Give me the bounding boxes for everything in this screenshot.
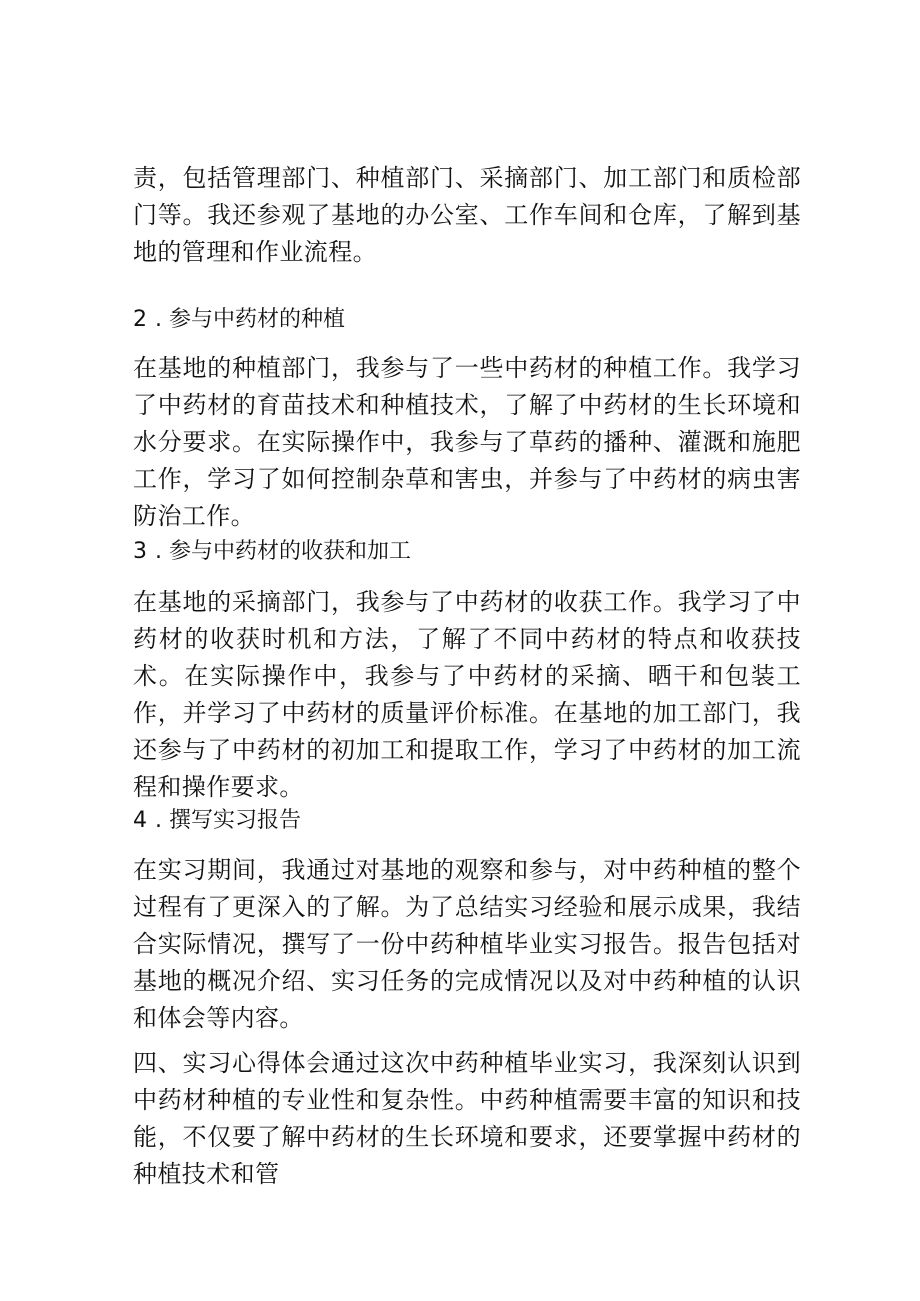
section-heading-planting <box>133 304 801 336</box>
section-separator: . <box>155 539 162 564</box>
section-title: 撰写实习报告 <box>169 808 302 833</box>
section-title: 参与中药材的收获和加工 <box>169 539 412 564</box>
paragraph-organization: 责，包括管理部门、种植部门、采摘部门、加工部门和质检部门等。我还参观了基地的办公室、工作车间和仓库，了解到基地的管理和作业流程。 <box>133 164 801 266</box>
section-heading-harvest <box>133 536 801 568</box>
section-separator: . <box>155 808 162 833</box>
section-number: 3 <box>133 539 147 564</box>
paragraph-report: 在实习期间，我通过对基地的观察和参与，对中药种植的整个过程有了更深入的了解。为了总结实习经验和展示成果，我结合实际情况，撰写了一份中药种植毕业实习报告。报告包括对基地的概况介绍、实习任务的完成情况以及对中药种植的认识和体会等内容。 <box>133 856 801 1032</box>
section-number: 2 <box>133 307 147 332</box>
paragraph-planting: 在基地的种植部门，我参与了一些中药材的种植工作。我学习了中药材的育苗技术和种植技术，了解了中药材的生长环境和水分要求。在实际操作中，我参与了草药的播种、灌溉和施肥工作，学习了如何控制杂草和害虫，并参与了中药材的病虫害防治工作。 <box>133 354 801 530</box>
section-title: 参与中药材的种植 <box>169 307 346 332</box>
paragraph-reflections: 四、实习心得体会通过这次中药种植毕业实习，我深刻认识到中药材种植的专业性和复杂性。中药种植需要丰富的知识和技能，不仅要了解中药材的生长环境和要求，还要掌握中药材的种植技术和管 <box>133 1049 801 1188</box>
paragraph-harvest: 在基地的采摘部门，我参与了中药材的收获工作。我学习了中药材的收获时机和方法，了解了不同中药材的特点和收获技术。在实际操作中，我参与了中药材的采摘、晒干和包装工作，并学习了中药材的质量评价标准。在基地的加工部门，我还参与了中药材的初加工和提取工作，学习了中药材的加工流程和操作要求。 <box>133 588 801 801</box>
section-separator: . <box>155 307 162 332</box>
section-heading-report <box>133 805 801 837</box>
section-number: 4 <box>133 808 147 833</box>
